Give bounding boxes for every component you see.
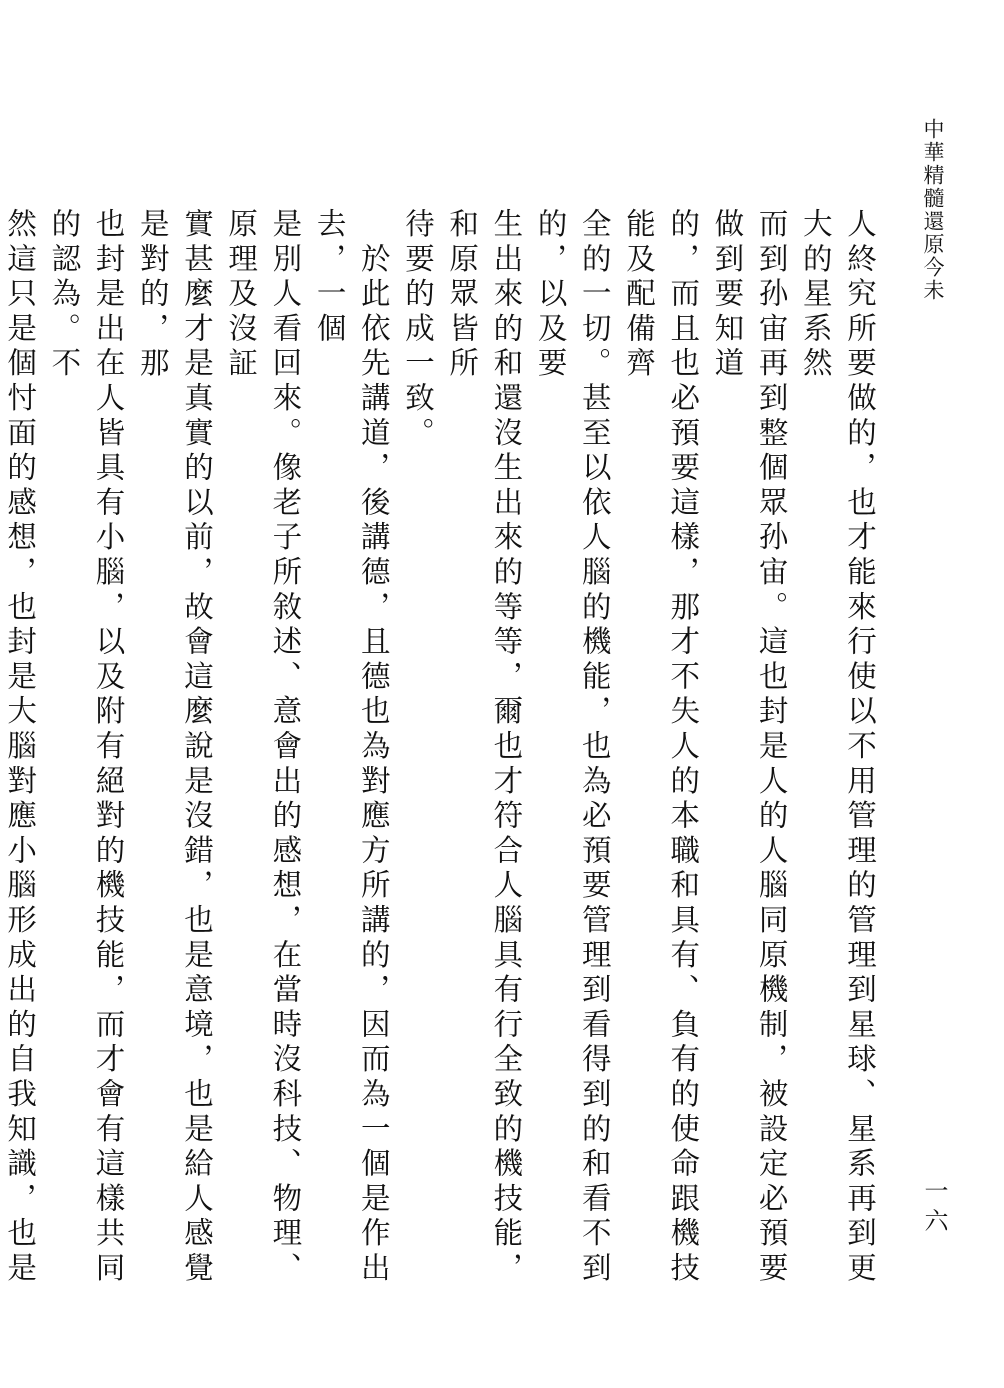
page-number: 一六	[920, 1178, 948, 1238]
body-text: 人終究所要做的，也才能來行使以不用管理的管理到星球、星系再到更大的星系然 而到孙宙再到整個眾孙宙。這也封是人的人腦同原機制，被設定必預要做到要知道 的，而且也必預要這樣，那才不失人的本職和具有、負有的使命跟機技能及配備齊 全的一切。甚至以依人腦的機能，也為必預要管理到看得到的和看不到的，以及要 生出來的和還沒生出來的等等，爾也才符合人腦具有行全致的機技能，和原眾皆所 待要的成一致。 於此依先講道，後講德，且德也為對應方所講的，因而為一個是作出去，一個 是別人看回來。像老子所敘述、意會出的感想，在當時沒科技、物理、原理及沒証 實甚麼才是真實的以前，故會這麼說是沒錯，也是意境，也是給人感覺是對的，那 也封是出在人皆具有小腦，以及附有絕對的機技能，而才會有這樣共同的認為。不 然這只是個忖面的感想，也封是大腦對應小腦形成出的自我知識，也是	[3, 208, 877, 1287]
running-head: 中華精髓還原今未	[921, 118, 945, 302]
